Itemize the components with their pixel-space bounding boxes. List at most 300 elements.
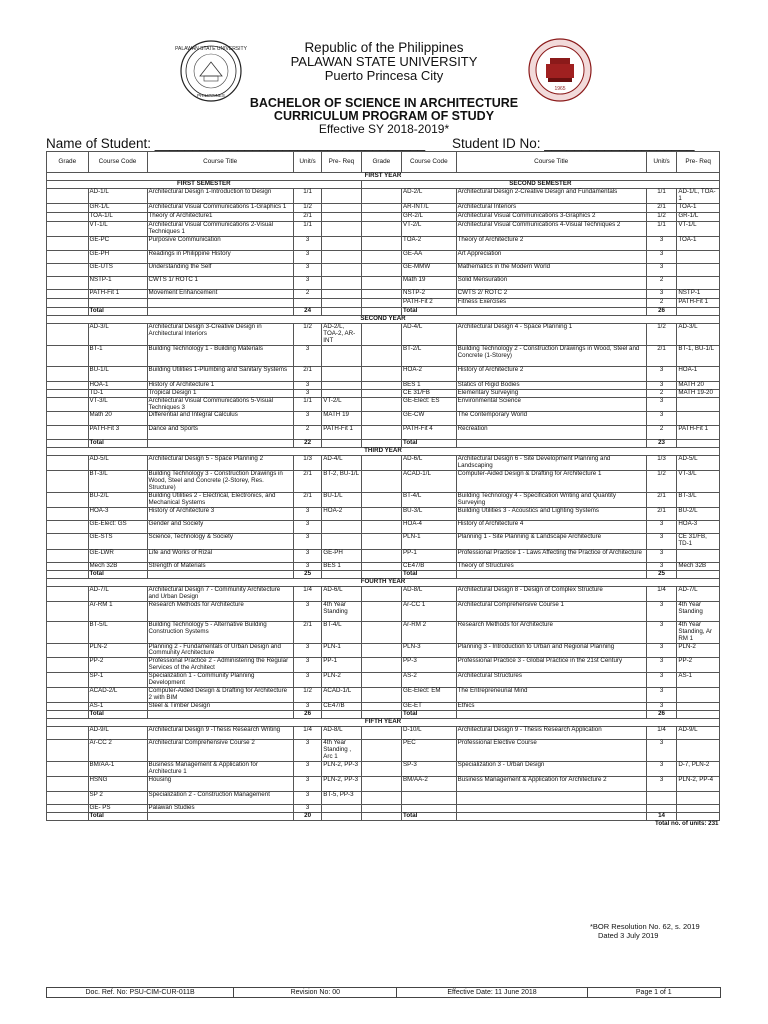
course-code: Ar-CC 1 <box>402 601 457 621</box>
course-row <box>47 397 720 412</box>
course-prereq: 4th Year Standing <box>677 601 720 621</box>
year-label: SECOND YEAR <box>47 315 720 323</box>
course-title: Architectural Design 1-Introduction to Design <box>147 189 293 204</box>
grade-cell <box>361 381 401 389</box>
col-course-code: Course Code <box>88 152 147 173</box>
grade-cell <box>361 471 401 493</box>
course-units: 2/1 <box>293 212 321 221</box>
course-units: 3 <box>646 289 677 298</box>
course-code: BU-2/L <box>88 493 147 508</box>
grade-cell <box>361 298 401 307</box>
course-row <box>47 471 720 493</box>
course-prereq: PP-2 <box>677 658 720 673</box>
course-prereq <box>677 250 720 263</box>
course-units: 2 <box>646 426 677 440</box>
course-prereq: AD-3/L <box>677 323 720 345</box>
course-code: TOA-2 <box>402 236 457 250</box>
course-units: 2/1 <box>293 471 321 493</box>
course-title: The Contemporary World <box>456 412 646 426</box>
course-title: Housing <box>147 776 293 791</box>
course-title: Professional Practice 2 - Administering the Regular Services of the Architect <box>147 658 293 673</box>
empty-cell <box>322 812 361 820</box>
course-title: Readings in Philippine History <box>147 250 293 263</box>
course-units: 3 <box>293 250 321 263</box>
course-prereq: AD-9/L <box>677 726 720 739</box>
course-title: Architectural Design 8 - Design of Complex Structure <box>456 586 646 601</box>
course-code: GE-MMW <box>402 263 457 276</box>
effective-year: Effective SY 2018-2019* <box>318 122 450 136</box>
course-row <box>47 236 720 250</box>
grade-cell <box>47 440 89 448</box>
grade-cell <box>47 658 89 673</box>
grade-cell <box>361 761 401 776</box>
course-units: 3 <box>293 658 321 673</box>
course-prereq <box>322 276 361 289</box>
course-prereq: AD-5/L <box>677 456 720 471</box>
course-units: 3 <box>293 776 321 791</box>
course-title: The Entrepreneurial Mind <box>456 688 646 703</box>
course-prereq <box>322 212 361 221</box>
course-row <box>47 804 720 812</box>
course-title: Theory of Architecture 2 <box>456 236 646 250</box>
course-row <box>47 203 720 212</box>
course-title: Specialization 1 - Community Planning Development <box>147 673 293 688</box>
course-code: GE-UTS <box>88 263 147 276</box>
course-code: AD-9/L <box>88 726 147 739</box>
second-semester-label: SECOND SEMESTER <box>361 181 719 189</box>
course-title: Differential and Integral Calculus <box>147 412 293 426</box>
course-units: 3 <box>293 761 321 776</box>
course-code: PLN-3 <box>402 643 457 658</box>
course-code: HOA-1 <box>88 381 147 389</box>
course-units: 3 <box>646 621 677 643</box>
course-title: Building Technology 3 - Construction Drawings in Wood, Steel and Concrete (2-Storey, Res. Structure) <box>147 471 293 493</box>
grade-cell <box>361 586 401 601</box>
course-code: GE-STS <box>88 533 147 549</box>
grade-cell <box>47 533 89 549</box>
course-prereq <box>322 236 361 250</box>
grade-cell <box>361 263 401 276</box>
course-prereq <box>677 739 720 761</box>
col-prereq: Pre- Req <box>322 152 361 173</box>
page-number: Page 1 of 1 <box>635 989 672 996</box>
course-code: CE47/B <box>402 562 457 570</box>
course-prereq: PATH-Fit 1 <box>677 298 720 307</box>
course-prereq: BT-4/L <box>322 621 361 643</box>
course-prereq: AD-6/L <box>322 586 361 601</box>
total-units: 23 <box>646 440 677 448</box>
course-prereq <box>677 397 720 412</box>
course-row <box>47 621 720 643</box>
course-prereq: TOA-1 <box>677 236 720 250</box>
course-prereq: PLN-2, PP-3 <box>322 761 361 776</box>
course-units: 2/1 <box>293 366 321 381</box>
empty-cell <box>456 711 646 719</box>
course-code: AD-4/L <box>402 323 457 345</box>
course-code: GE-PC <box>88 236 147 250</box>
course-row <box>47 726 720 739</box>
grade-cell <box>361 739 401 761</box>
grade-cell <box>361 397 401 412</box>
course-units: 3 <box>646 533 677 549</box>
col-grade: Grade <box>47 152 89 173</box>
course-title: Architectural Comprehensive Course 1 <box>456 601 646 621</box>
course-prereq: AD-8/L <box>322 726 361 739</box>
grade-cell <box>47 189 89 204</box>
course-units: 3 <box>293 703 321 711</box>
course-title: Gender and Society <box>147 520 293 533</box>
grade-cell <box>361 643 401 658</box>
course-prereq <box>322 533 361 549</box>
course-title: Building Technology 2 - Construction Drawings in Wood, Steel and Concrete (1-Storey) <box>456 345 646 366</box>
year-header-row <box>47 173 720 181</box>
course-prereq: VT-1/L <box>677 221 720 236</box>
course-code: AD-7/L <box>88 586 147 601</box>
grade-cell <box>47 456 89 471</box>
course-title: History of Architecture 4 <box>456 520 646 533</box>
course-title: Elementary Surveying <box>456 389 646 397</box>
course-prereq: 4th Year Standing <box>322 601 361 621</box>
course-prereq: VT-3/L <box>677 471 720 493</box>
course-row <box>47 493 720 508</box>
course-row <box>47 289 720 298</box>
course-prereq <box>322 289 361 298</box>
empty-cell <box>147 440 293 448</box>
course-units: 1/1 <box>646 221 677 236</box>
grade-cell <box>361 276 401 289</box>
total-units: 20 <box>293 812 321 820</box>
grade-cell <box>47 739 89 761</box>
course-title: Building Technology 1 - Building Materials <box>147 345 293 366</box>
course-code: PP-1 <box>402 549 457 562</box>
course-units: 3 <box>646 397 677 412</box>
grade-cell <box>361 203 401 212</box>
grade-cell <box>47 471 89 493</box>
grade-cell <box>47 345 89 366</box>
course-row <box>47 507 720 520</box>
course-title: Professional Elective Course <box>456 739 646 761</box>
course-prereq: PLN-2 <box>322 673 361 688</box>
course-title: Architectural Structures <box>456 673 646 688</box>
course-title: Strength of Materials <box>147 562 293 570</box>
grade-cell <box>47 549 89 562</box>
course-units: 2/1 <box>646 345 677 366</box>
empty-cell <box>677 440 720 448</box>
course-prereq: PLN-2, PP-4 <box>677 776 720 791</box>
course-units <box>293 298 321 307</box>
course-title: History of Architecture 3 <box>147 507 293 520</box>
bor-resolution: *BOR Resolution No. 62, s. 2019 <box>590 922 700 931</box>
course-prereq: PATH-Fit 1 <box>322 426 361 440</box>
course-title: Architectural Visual Communications 3-Graphics 2 <box>456 212 646 221</box>
course-units: 2 <box>646 298 677 307</box>
course-code: AS-2 <box>402 673 457 688</box>
course-code <box>88 298 147 307</box>
course-title: Science, Technology & Society <box>147 533 293 549</box>
total-label: Total <box>88 570 147 578</box>
course-title: Computer-Aided Design & Drafting for Architecture 1 <box>456 471 646 493</box>
grade-cell <box>47 621 89 643</box>
course-units: 1/3 <box>646 456 677 471</box>
course-code: AD-2/L <box>402 189 457 204</box>
course-code: AD-3/L <box>88 323 147 345</box>
total-label: Total <box>402 307 457 315</box>
grade-cell <box>361 236 401 250</box>
course-title: Theory of Architecture1 <box>147 212 293 221</box>
course-title: Professional Practice 3 - Global Practice in the 21st Century <box>456 658 646 673</box>
course-prereq: PP-1 <box>322 658 361 673</box>
course-prereq <box>677 804 720 812</box>
course-prereq <box>322 366 361 381</box>
course-title <box>456 791 646 804</box>
course-row <box>47 791 720 804</box>
republic-heading: Republic of the Philippines <box>304 40 464 55</box>
empty-cell <box>677 812 720 820</box>
grade-cell <box>47 426 89 440</box>
total-label: Total <box>402 812 457 820</box>
grade-cell <box>47 323 89 345</box>
course-code: GE-Elect: GS <box>88 520 147 533</box>
course-row <box>47 586 720 601</box>
course-code: NSTP-1 <box>88 276 147 289</box>
course-units: 3 <box>646 381 677 389</box>
course-title: Architectural Visual Communications 2-Visual Techniques 1 <box>147 221 293 236</box>
course-prereq: ACAD-1/L <box>322 688 361 703</box>
course-title: Architectural Design 7 - Community Architecture and Urban Design <box>147 586 293 601</box>
grade-cell <box>47 507 89 520</box>
document-header <box>0 0 768 150</box>
course-title: Architectural Interiors <box>456 203 646 212</box>
grade-cell <box>47 776 89 791</box>
course-prereq: AD-7/L <box>677 586 720 601</box>
course-prereq <box>322 250 361 263</box>
course-code: PP-3 <box>402 658 457 673</box>
course-prereq <box>677 703 720 711</box>
course-code: SP-1 <box>88 673 147 688</box>
semester-header-row <box>47 181 720 189</box>
course-units: 3 <box>293 263 321 276</box>
course-units: 3 <box>646 658 677 673</box>
course-units: 2/1 <box>293 493 321 508</box>
course-prereq <box>322 263 361 276</box>
course-units: 3 <box>646 263 677 276</box>
course-prereq: BT-1, BU-1/L <box>677 345 720 366</box>
grade-cell <box>47 586 89 601</box>
course-title: Planning 2 - Fundamentals of Urban Design and Community Architecture <box>147 643 293 658</box>
course-units <box>646 791 677 804</box>
course-title: Architectural Design 2-Creative Design and Fundamentals <box>456 189 646 204</box>
course-units: 1/4 <box>293 726 321 739</box>
course-title: CWTS 1/ ROTC 1 <box>147 276 293 289</box>
course-prereq: 4th Year Standing , Arc 1 <box>322 739 361 761</box>
course-prereq: MATH 19-20 <box>677 389 720 397</box>
course-title: Planning 3 - Introduction to Urban and Regional Planning <box>456 643 646 658</box>
course-code: GE-CW <box>402 412 457 426</box>
total-label: Total <box>88 307 147 315</box>
col-units-2: Unit/s <box>646 152 677 173</box>
course-units: 3 <box>293 791 321 804</box>
course-code: BT-5/L <box>88 621 147 643</box>
course-title: Building Technology 4 - Specification Writing and Quantity Surveying <box>456 493 646 508</box>
course-title: Architectural Design 3-Creative Design in Architectural Interiors <box>147 323 293 345</box>
course-code <box>402 791 457 804</box>
grade-cell <box>47 703 89 711</box>
course-code: BT-3/L <box>88 471 147 493</box>
student-name-field: Name of Student: ____________________________________ <box>46 136 426 151</box>
course-title: Movement Enhancement <box>147 289 293 298</box>
course-title: Understanding the Self <box>147 263 293 276</box>
course-row <box>47 323 720 345</box>
course-prereq <box>677 791 720 804</box>
course-units: 3 <box>293 236 321 250</box>
year-header-row <box>47 448 720 456</box>
grade-cell <box>47 812 89 820</box>
course-row <box>47 366 720 381</box>
course-units: 2/1 <box>646 203 677 212</box>
course-row <box>47 412 720 426</box>
total-label: Total <box>88 440 147 448</box>
grade-cell <box>47 761 89 776</box>
course-title: Life and Works of Rizal <box>147 549 293 562</box>
course-units: 1/1 <box>646 189 677 204</box>
grade-cell <box>47 366 89 381</box>
course-row <box>47 426 720 440</box>
empty-cell <box>147 812 293 820</box>
course-code: GE- PS <box>88 804 147 812</box>
course-title: Research Methods for Architecture <box>147 601 293 621</box>
course-units: 2 <box>293 426 321 440</box>
course-prereq: PLN-1 <box>322 643 361 658</box>
grade-cell <box>361 307 401 315</box>
grade-cell <box>361 323 401 345</box>
course-prereq: VT-2/L <box>322 397 361 412</box>
grade-cell <box>361 520 401 533</box>
course-units: 2 <box>646 389 677 397</box>
course-row <box>47 643 720 658</box>
course-title: Professional Practice 1 - Laws Affecting the Practice of Architecture <box>456 549 646 562</box>
course-prereq: GR-1/L <box>677 212 720 221</box>
grade-cell <box>47 412 89 426</box>
course-prereq: NSTP-1 <box>677 289 720 298</box>
doc-ref-number: Doc. Ref. No: PSU-CIM-CUR-011B <box>47 988 234 997</box>
curriculum-title: CURRICULUM PROGRAM OF STUDY <box>273 109 495 123</box>
course-prereq: PLN-2, PP-3 <box>322 776 361 791</box>
course-prereq: Mech 32B <box>677 562 720 570</box>
course-code: HOA-3 <box>88 507 147 520</box>
course-title: Business Management & Application for Architecture 1 <box>147 761 293 776</box>
city-heading: Puerto Princesa City <box>324 68 444 83</box>
total-label: Total <box>402 570 457 578</box>
course-prereq: PATH-Fit 1 <box>677 426 720 440</box>
course-units: 3 <box>646 688 677 703</box>
grade-cell <box>47 236 89 250</box>
course-row <box>47 389 720 397</box>
empty-cell <box>147 570 293 578</box>
grade-cell <box>361 562 401 570</box>
grade-cell <box>361 601 401 621</box>
grade-cell <box>47 688 89 703</box>
total-label: Total <box>402 440 457 448</box>
course-code: Math 19 <box>402 276 457 289</box>
year-header-row <box>47 578 720 586</box>
program-title: BACHELOR OF SCIENCE IN ARCHITECTURE <box>249 96 519 110</box>
course-prereq: BU-2/L <box>677 507 720 520</box>
grade-cell <box>47 791 89 804</box>
grade-cell <box>361 389 401 397</box>
course-units: 1/2 <box>646 323 677 345</box>
course-prereq: HOA-2 <box>322 507 361 520</box>
course-row <box>47 221 720 236</box>
course-code: AS-1 <box>88 703 147 711</box>
course-prereq: AD-1/L, TOA-1 <box>677 189 720 204</box>
course-units: 1/2 <box>646 212 677 221</box>
course-title: Statics of Rigid Bodies <box>456 381 646 389</box>
total-units: 26 <box>646 307 677 315</box>
course-prereq <box>322 221 361 236</box>
course-units: 3 <box>646 562 677 570</box>
course-code: AR-INT/L <box>402 203 457 212</box>
course-code: VT-1/L <box>88 221 147 236</box>
grade-cell <box>47 804 89 812</box>
course-units: 3 <box>646 549 677 562</box>
course-prereq <box>322 298 361 307</box>
grade-cell <box>361 221 401 236</box>
course-units: 3 <box>646 412 677 426</box>
empty-cell <box>677 570 720 578</box>
year-label: FIFTH YEAR <box>47 718 720 726</box>
grade-cell <box>361 673 401 688</box>
course-code: GE-Elect: ES <box>402 397 457 412</box>
course-units: 3 <box>293 507 321 520</box>
course-title: Planning 1 - Site Planning & Landscape Architecture <box>456 533 646 549</box>
total-row <box>47 812 720 820</box>
course-title: Computer-Aided Design & Drafting for Architecture 2 with BIM <box>147 688 293 703</box>
grade-cell <box>47 601 89 621</box>
grade-cell <box>47 250 89 263</box>
course-units: 1/4 <box>646 726 677 739</box>
table-body <box>47 173 720 828</box>
course-title: CWTS 2/ ROTC 2 <box>456 289 646 298</box>
course-code: PP-2 <box>88 658 147 673</box>
course-prereq: BT-3/L <box>677 493 720 508</box>
grade-cell <box>47 397 89 412</box>
course-row <box>47 456 720 471</box>
grade-cell <box>361 250 401 263</box>
course-units: 3 <box>293 276 321 289</box>
grade-cell <box>47 562 89 570</box>
course-units: 3 <box>646 739 677 761</box>
course-units: 3 <box>646 601 677 621</box>
course-code: CE 31/FB <box>402 389 457 397</box>
course-units: 3 <box>293 412 321 426</box>
course-units: 3 <box>293 739 321 761</box>
course-units: 1/3 <box>293 456 321 471</box>
course-prereq: CE 31/FB, TD-1 <box>677 533 720 549</box>
course-code: PATH-Fit 2 <box>402 298 457 307</box>
course-title: Recreation <box>456 426 646 440</box>
grade-cell <box>361 345 401 366</box>
course-title: Specialization 2 - Construction Management <box>147 791 293 804</box>
course-prereq: BT-2, BU-1/L <box>322 471 361 493</box>
course-units: 3 <box>293 533 321 549</box>
course-title: Research Methods for Architecture <box>456 621 646 643</box>
course-title: Architectural Design 4 - Space Planning 1 <box>456 323 646 345</box>
total-label: Total <box>402 711 457 719</box>
grade-cell <box>361 493 401 508</box>
course-units: 3 <box>293 345 321 366</box>
course-code: Mech 32B <box>88 562 147 570</box>
empty-cell <box>456 307 646 315</box>
